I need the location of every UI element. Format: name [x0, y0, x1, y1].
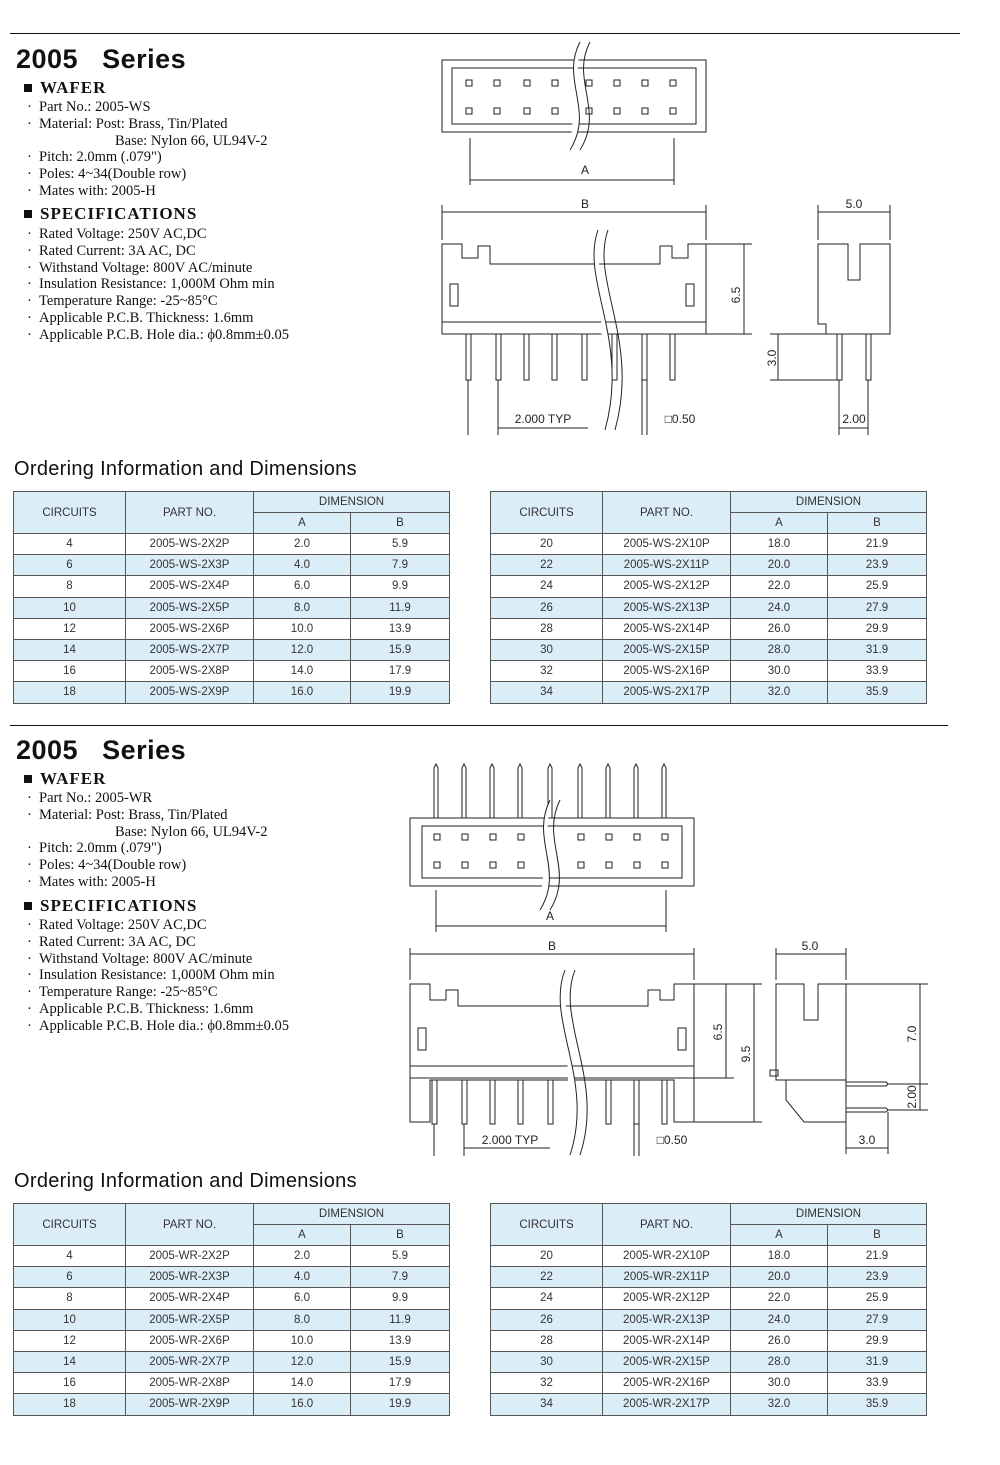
table-row: 10 2005-WR-2X5P 8.0 11.9 — [14, 1309, 450, 1330]
table-row: 32 2005-WS-2X16P 30.0 33.9 — [491, 661, 927, 682]
table-row: 28 2005-WS-2X14P 26.0 29.9 — [491, 618, 927, 639]
front-view-pins — [432, 1080, 667, 1124]
table-row: 26 2005-WR-2X13P 24.0 27.9 — [491, 1309, 927, 1330]
table-row: 30 2005-WS-2X15P 28.0 31.9 — [491, 639, 927, 660]
list-item: · Poles: 4~34(Double row) — [27, 166, 187, 183]
front-view-body — [442, 244, 706, 334]
table-row: 28 2005-WR-2X14P 26.0 29.9 — [491, 1330, 927, 1351]
dim-pitch-label: 2.00 — [905, 1085, 919, 1109]
dimension-table-right — [490, 1203, 927, 1416]
table-row: 18 2005-WS-2X9P 16.0 19.9 — [14, 682, 450, 703]
list-item: · Part No.: 2005-WR — [27, 790, 153, 806]
list-item: · Mates with: 2005-H — [27, 873, 156, 890]
list-item: · Insulation Resistance: 1,000M Ohm min — [27, 276, 275, 293]
table-row: 24 2005-WR-2X12P 22.0 25.9 — [491, 1288, 927, 1309]
square-bullet-icon — [24, 775, 32, 783]
header-b: B — [351, 513, 450, 534]
technical-drawing-wr — [400, 760, 940, 1160]
table-row: 22 2005-WR-2X11P 20.0 23.9 — [491, 1267, 927, 1288]
table-row: 20 2005-WR-2X10P 18.0 21.9 — [491, 1246, 927, 1267]
list-item: · Withstand Voltage: 800V AC/minute — [27, 950, 253, 967]
dim-w-label: 5.0 — [801, 939, 819, 953]
list-item: · Pitch: 2.0mm (.079") — [27, 840, 162, 857]
dim-h2-label: 9.5 — [739, 1045, 753, 1063]
dim-sq-label: □0.50 — [656, 1133, 688, 1147]
dim-b-label: B — [580, 197, 590, 211]
dim-pin-label: 3.0 — [765, 349, 779, 367]
dimension-table-left — [13, 1203, 450, 1416]
table-row: 14 2005-WS-2X7P 12.0 15.9 — [14, 639, 450, 660]
dim-b-label: B — [547, 939, 557, 953]
table-row: 32 2005-WR-2X16P 30.0 33.9 — [491, 1373, 927, 1394]
header-circuits: CIRCUITS — [491, 1204, 603, 1246]
header-a: A — [254, 513, 351, 534]
header-a: A — [731, 513, 828, 534]
header-b: B — [828, 1225, 927, 1246]
list-item: · Insulation Resistance: 1,000M Ohm min — [27, 967, 275, 984]
break-line — [580, 42, 590, 150]
ordering-title: Ordering Information and Dimensions — [14, 458, 357, 480]
dim-pin-label: 3.0 — [858, 1133, 876, 1147]
series-title: 2005 Series — [16, 44, 187, 74]
dim-pitch-label: 2.00 — [842, 412, 866, 426]
table-row: 34 2005-WS-2X17P 32.0 35.9 — [491, 682, 927, 703]
section-rule — [10, 725, 948, 726]
list-item: · Rated Current: 3A AC, DC — [27, 933, 196, 950]
top-rule — [10, 33, 960, 34]
dim-h3-label: 7.0 — [905, 1025, 919, 1043]
header-dimension: DIMENSION — [731, 492, 927, 513]
list-item: Base: Nylon 66, UL94V-2 — [115, 132, 268, 149]
break-line — [570, 42, 580, 150]
square-bullet-icon — [24, 210, 32, 218]
list-item: · Part No.: 2005-WS — [27, 99, 151, 115]
table-row: 34 2005-WR-2X17P 32.0 35.9 — [491, 1394, 927, 1415]
header-a: A — [731, 1225, 828, 1246]
dim-a-label: A — [545, 909, 555, 923]
table-row: 8 2005-WR-2X4P 6.0 9.9 — [14, 1288, 450, 1309]
list-item: · Applicable P.C.B. Hole dia.: ϕ0.8mm±0.05 — [27, 326, 289, 343]
header-part-no: PART NO. — [603, 1204, 731, 1246]
table-row: 22 2005-WS-2X11P 20.0 23.9 — [491, 555, 927, 576]
list-item: · Applicable P.C.B. Thickness: 1.6mm — [27, 1000, 254, 1017]
header-dimension: DIMENSION — [254, 1204, 450, 1225]
table-row: 8 2005-WS-2X4P 6.0 9.9 — [14, 576, 450, 597]
table-row: 30 2005-WR-2X15P 28.0 31.9 — [491, 1351, 927, 1372]
list-item: · Applicable P.C.B. Hole dia.: ϕ0.8mm±0.05 — [27, 1017, 289, 1034]
table-row: 24 2005-WS-2X12P 22.0 25.9 — [491, 576, 927, 597]
list-item: · Material: Post: Brass, Tin/Plated — [27, 806, 228, 823]
side-view-body — [776, 984, 846, 1122]
table-row: 12 2005-WR-2X6P 10.0 13.9 — [14, 1330, 450, 1351]
top-view-holes — [434, 834, 668, 868]
list-item: · Temperature Range: -25~85°C — [27, 293, 218, 310]
list-item: · Withstand Voltage: 800V AC/minute — [27, 259, 253, 276]
specifications-list — [27, 226, 289, 344]
series-title: 2005 Series — [16, 735, 187, 765]
list-item: · Temperature Range: -25~85°C — [27, 984, 218, 1001]
dimension-table-right — [490, 491, 927, 704]
front-view-body — [410, 984, 694, 1122]
table-row: 6 2005-WR-2X3P 4.0 7.9 — [14, 1267, 450, 1288]
dim-typ-label: 2.000 TYP — [481, 1133, 539, 1147]
list-item: · Rated Voltage: 250V AC,DC — [27, 917, 207, 933]
table-row: 16 2005-WS-2X8P 14.0 17.9 — [14, 661, 450, 682]
table-row: 6 2005-WS-2X3P 4.0 7.9 — [14, 555, 450, 576]
list-item: · Material: Post: Brass, Tin/Plated — [27, 115, 228, 132]
header-dimension: DIMENSION — [254, 492, 450, 513]
dim-a-label: A — [580, 163, 590, 177]
header-a: A — [254, 1225, 351, 1246]
wafer-list — [27, 99, 268, 200]
header-b: B — [351, 1225, 450, 1246]
list-item: · Rated Current: 3A AC, DC — [27, 242, 196, 259]
list-item: · Applicable P.C.B. Thickness: 1.6mm — [27, 309, 254, 326]
list-item: · Rated Voltage: 250V AC,DC — [27, 226, 207, 242]
table-row: 12 2005-WS-2X6P 10.0 13.9 — [14, 618, 450, 639]
header-b: B — [828, 513, 927, 534]
wafer-list — [27, 790, 268, 891]
table-row: 16 2005-WR-2X8P 14.0 17.9 — [14, 1373, 450, 1394]
header-circuits: CIRCUITS — [14, 1204, 126, 1246]
dimension-table-left — [13, 491, 450, 704]
list-item: Base: Nylon 66, UL94V-2 — [115, 823, 268, 840]
top-view-pins — [466, 80, 676, 114]
header-dimension: DIMENSION — [731, 1204, 927, 1225]
table-row: 26 2005-WS-2X13P 24.0 27.9 — [491, 597, 927, 618]
top-view-outline — [410, 818, 694, 886]
top-view-pins — [434, 764, 666, 818]
table-row: 10 2005-WS-2X5P 8.0 11.9 — [14, 597, 450, 618]
table-row: 14 2005-WR-2X7P 12.0 15.9 — [14, 1351, 450, 1372]
specifications-list — [27, 917, 289, 1035]
technical-drawing-ws — [430, 40, 910, 440]
header-part-no: PART NO. — [126, 1204, 254, 1246]
dim-typ-label: 2.000 TYP — [514, 412, 572, 426]
wafer-heading: WAFER — [24, 78, 106, 98]
table-row: 20 2005-WS-2X10P 18.0 21.9 — [491, 534, 927, 555]
dim-h-label: 6.5 — [711, 1023, 725, 1041]
header-part-no: PART NO. — [126, 492, 254, 534]
list-item: · Pitch: 2.0mm (.079") — [27, 149, 162, 166]
specifications-heading: SPECIFICATIONS — [24, 204, 197, 224]
table-row: 4 2005-WS-2X2P 2.0 5.9 — [14, 534, 450, 555]
dim-h-label: 6.5 — [729, 286, 743, 304]
header-circuits: CIRCUITS — [14, 492, 126, 534]
specifications-heading: SPECIFICATIONS — [24, 896, 197, 916]
list-item: · Mates with: 2005-H — [27, 182, 156, 199]
list-item: · Poles: 4~34(Double row) — [27, 857, 187, 874]
header-circuits: CIRCUITS — [491, 492, 603, 534]
wafer-heading: WAFER — [24, 769, 106, 789]
square-bullet-icon — [24, 902, 32, 910]
dim-sq-label: □0.50 — [664, 412, 696, 426]
table-row: 4 2005-WR-2X2P 2.0 5.9 — [14, 1246, 450, 1267]
front-view-pins — [466, 334, 675, 380]
ordering-title: Ordering Information and Dimensions — [14, 1170, 357, 1192]
square-bullet-icon — [24, 84, 32, 92]
side-view-body — [818, 244, 890, 334]
dim-w-label: 5.0 — [845, 197, 863, 211]
table-row: 18 2005-WR-2X9P 16.0 19.9 — [14, 1394, 450, 1415]
header-part-no: PART NO. — [603, 492, 731, 534]
